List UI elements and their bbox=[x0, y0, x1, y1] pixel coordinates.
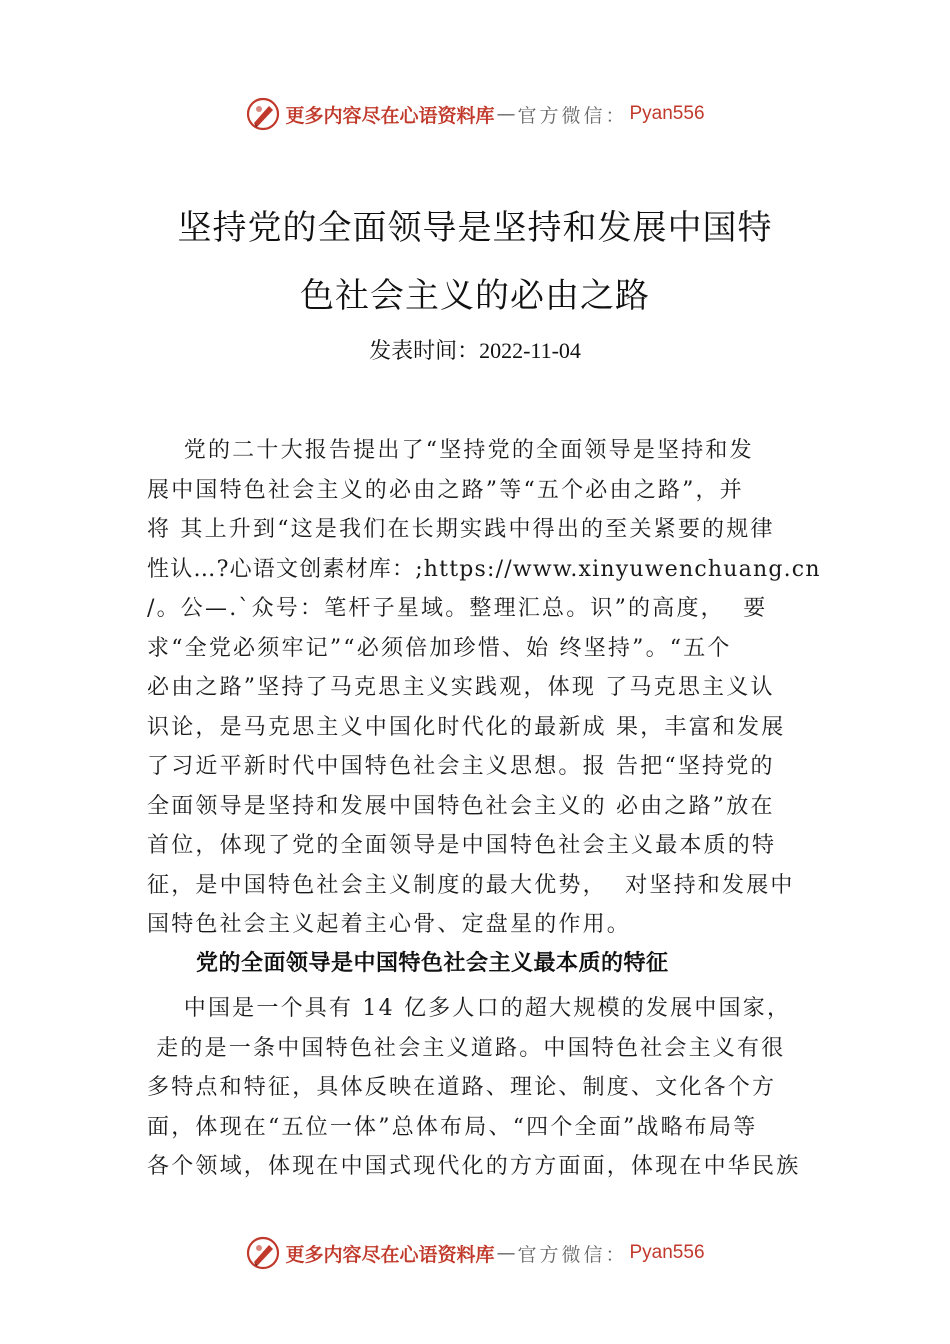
text-line: 党的二十大报告提出了“坚持党的全面领导是坚持和发 bbox=[147, 438, 754, 463]
official-wechat-label: 官方微信： bbox=[517, 1243, 628, 1266]
header-banner bbox=[0, 94, 950, 134]
body-paragraph-1 bbox=[147, 431, 823, 945]
text-line: 征，是中国特色社会主义制度的最大优势， 对坚持和发展中 bbox=[147, 872, 795, 898]
text-line: 首位，体现了党的全面领导是中国特色社会主义最本质的特 bbox=[147, 833, 777, 858]
text-line: 中国是一个具有 14 亿多人口的超大规模的发展中国家， bbox=[147, 996, 792, 1021]
text-line: 识论，是马克思主义中国化时代化的最新成 果，丰富和发展 bbox=[147, 714, 786, 740]
text-line: 了习近平新时代中国特色社会主义思想。报 告把“坚持党的 bbox=[147, 754, 775, 779]
publish-date bbox=[0, 334, 950, 365]
wechat-id: Pyan556 bbox=[629, 103, 705, 124]
text-line: 全面领导是坚持和发展中国特色社会主义的 必由之路”放在 bbox=[147, 793, 775, 819]
footer-banner bbox=[0, 1233, 950, 1273]
banner-dash: — bbox=[496, 1242, 516, 1264]
publish-date-value: 2022-11-04 bbox=[479, 338, 581, 363]
wechat-id: Pyan556 bbox=[629, 1242, 705, 1263]
publish-date-label: 发表时间： bbox=[369, 339, 480, 364]
text-line: 性认…?心语文创素材库：;https://www.xinyuwenchuang.cn bbox=[147, 556, 821, 582]
text-line: /。公—.`众号：笔杆子星域。整理汇总。识”的高度， 要 bbox=[147, 596, 768, 621]
text-line: 走的是一条中国特色社会主义道路。中国特色社会主义有很 bbox=[147, 1035, 786, 1061]
text-line: 必由之路”坚持了马克思主义实践观，体现 了马克思主义认 bbox=[147, 675, 775, 700]
pen-logo-icon bbox=[245, 1235, 281, 1271]
text-line: 将 其上升到“这是我们在长期实践中得出的至关紧要的规律 bbox=[147, 517, 775, 542]
text-line: 国特色社会主义起着主心骨、定盘星的作用。 bbox=[147, 912, 632, 937]
body-paragraph-2 bbox=[147, 989, 823, 1187]
text-line: 多特点和特征，具体反映在道路、理论、制度、文化各个方 bbox=[147, 1075, 777, 1100]
text-line: 面，体现在“五位一体”总体布局、“四个全面”战略布局等 bbox=[147, 1114, 758, 1140]
banner-dash: — bbox=[496, 103, 516, 125]
article-title-line-1: 坚持党的全面领导是坚持和发展中国特 bbox=[177, 208, 773, 248]
pen-logo-icon bbox=[245, 96, 281, 132]
text-line: 展中国特色社会主义的必由之路”等“五个必由之路”，并 bbox=[147, 477, 744, 503]
official-wechat-label: 官方微信： bbox=[517, 104, 628, 127]
brand-text: 更多内容尽在心语资料库 bbox=[285, 1243, 495, 1266]
brand-text: 更多内容尽在心语资料库 bbox=[285, 104, 495, 127]
article-title-line-2: 色社会主义的必由之路 bbox=[300, 276, 650, 316]
text-line: 求“全党必须牢记”“必须倍加珍惜、始 终坚持”。“五个 bbox=[147, 635, 732, 661]
section-heading: 党的全面领导是中国特色社会主义最本质的特征 bbox=[196, 951, 669, 976]
text-line: 各个领域，体现在中国式现代化的方方面面，体现在中华民族 bbox=[147, 1154, 801, 1179]
